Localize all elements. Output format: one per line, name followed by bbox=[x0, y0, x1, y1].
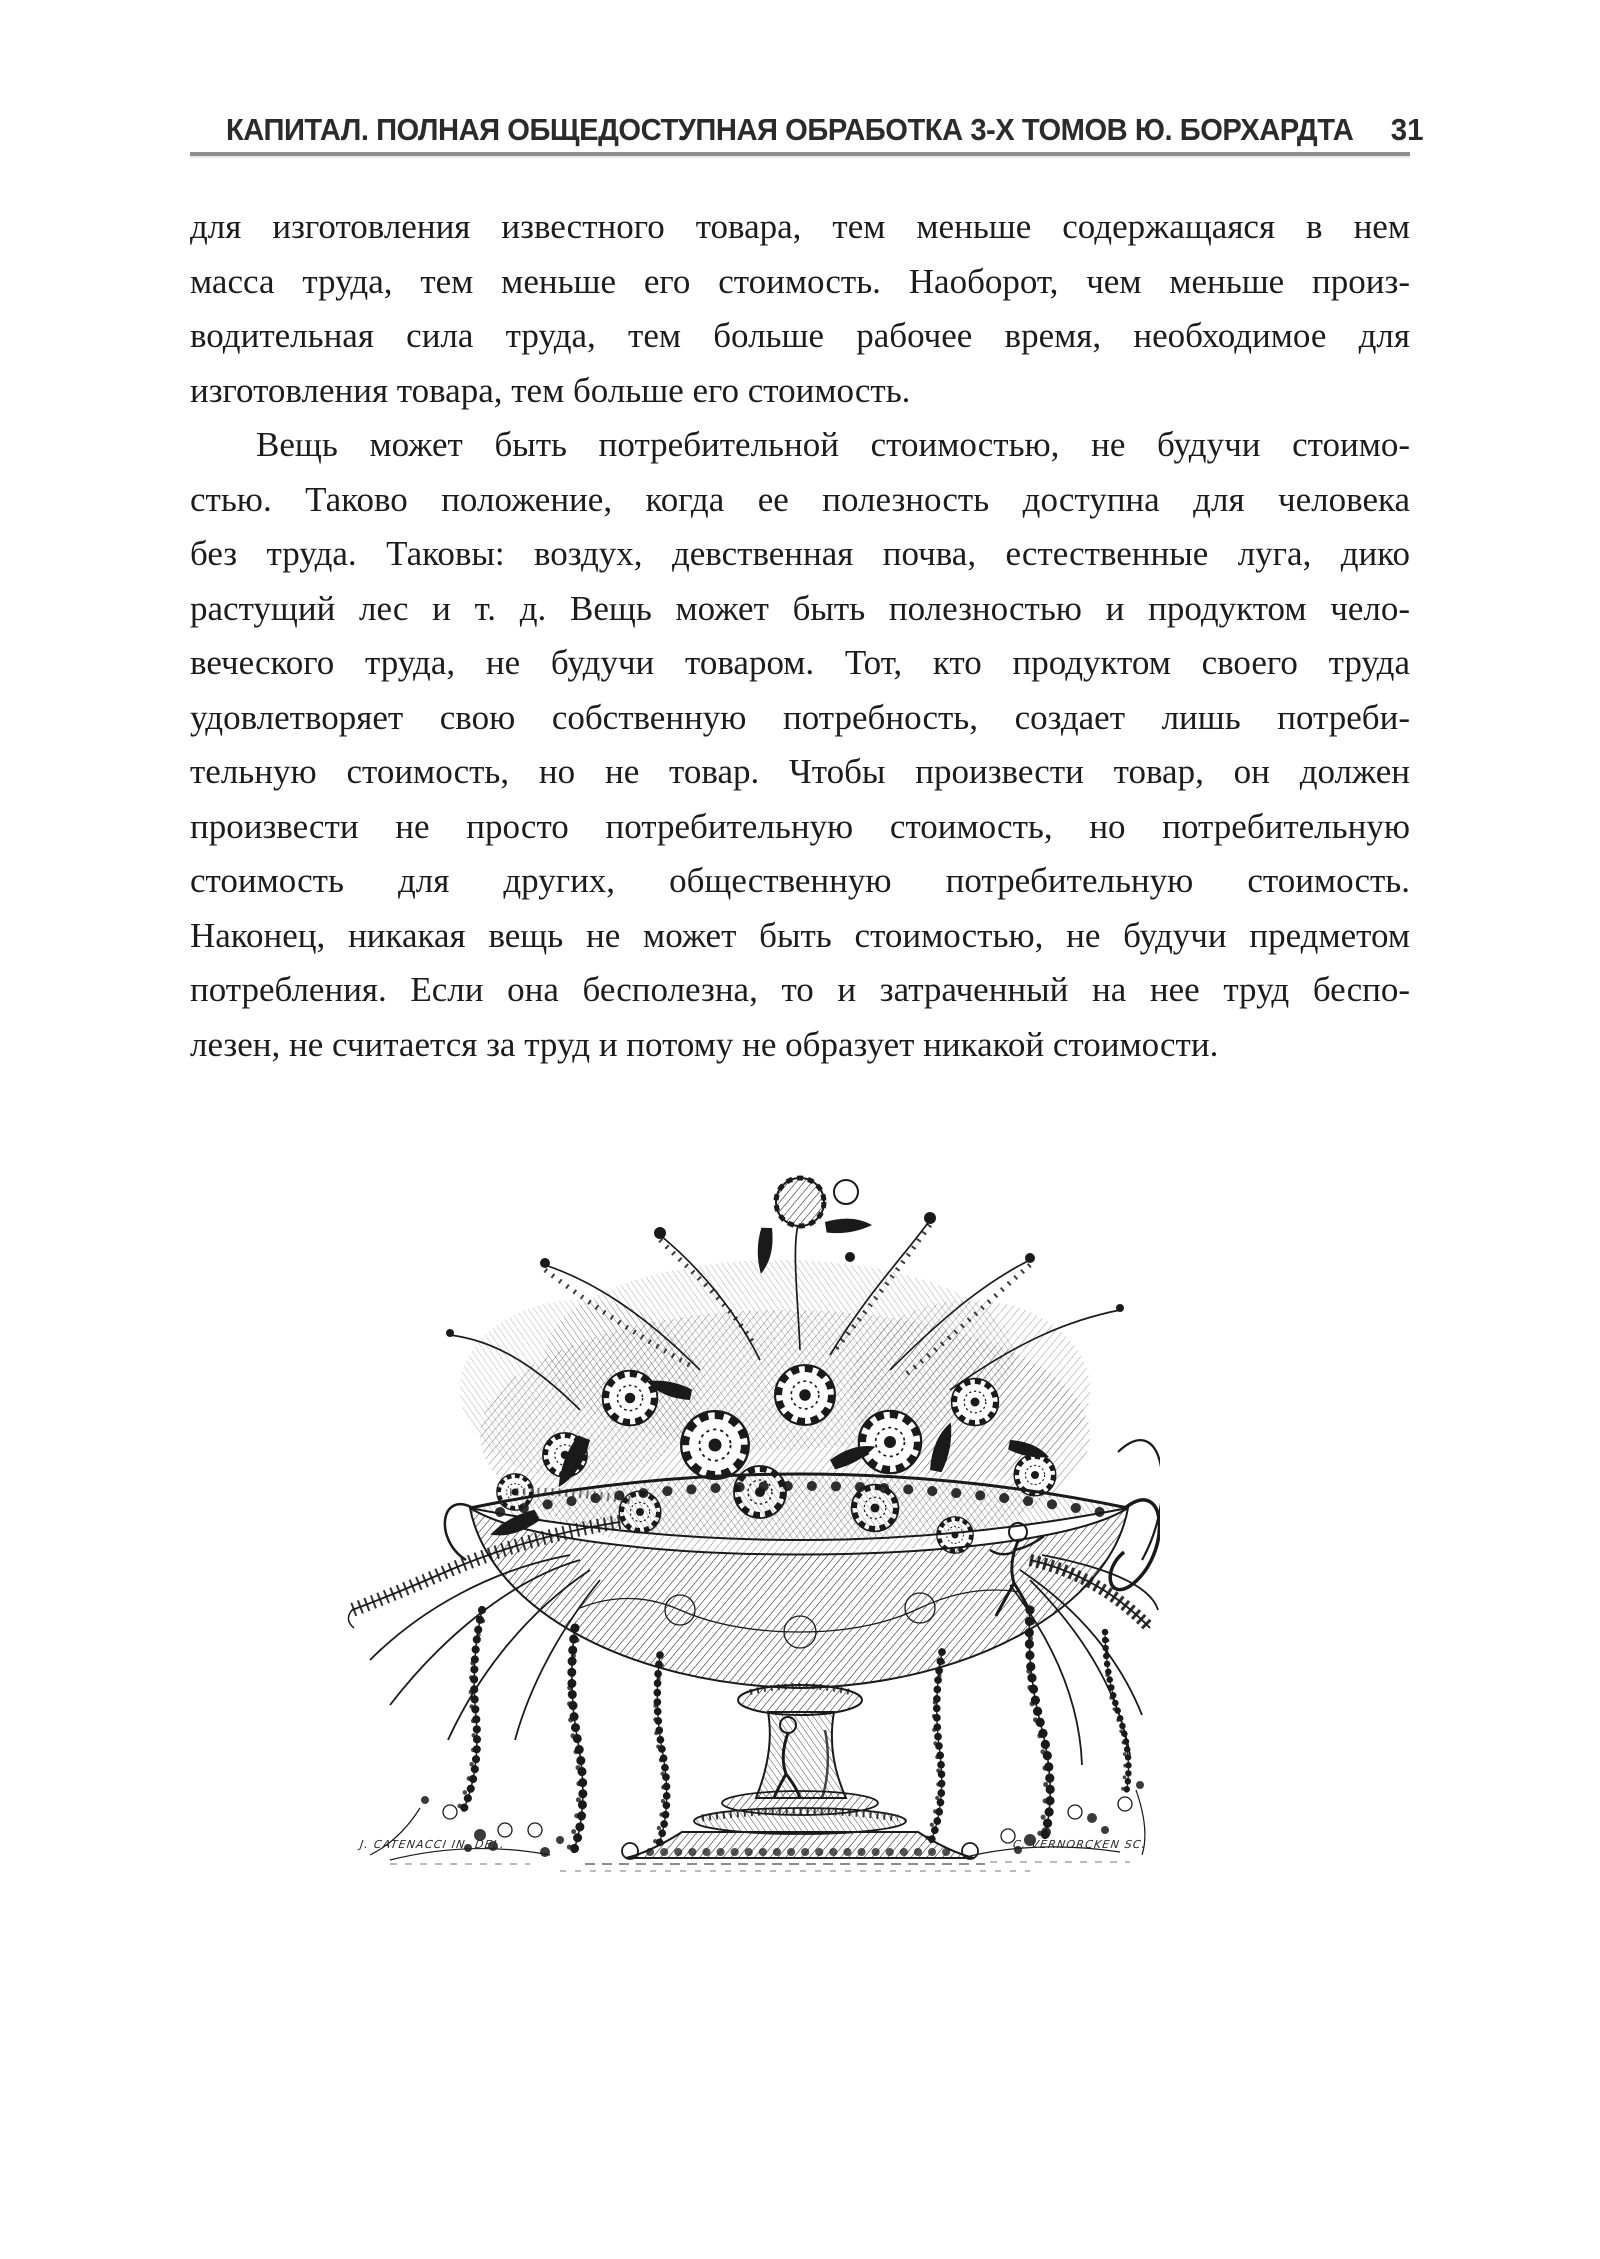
text-line: Наконец, никакая вещь не может быть стоимостью, не будучи предметом bbox=[190, 915, 1410, 955]
engraving-signature-right: C. VERNORCKEN SC. bbox=[1011, 1838, 1147, 1851]
text-line: тельную стоимость, но не товар. Чтобы произвести товар, он должен bbox=[190, 752, 1410, 791]
text-line: водительная сила труда, тем больше рабочее время, необходимое для bbox=[190, 316, 1410, 355]
text-line: стоимость для других, общественную потребительную стоимость. bbox=[190, 861, 1410, 900]
text-line: произвести не просто потребительную стоимость, но потребительную bbox=[190, 806, 1410, 846]
text-line: лезен, не считается за труд и потому не образует никакой стоимости. bbox=[190, 1024, 1219, 1064]
text-line: без труда. Таковы: воздух, девственная почва, естественные луга, дико bbox=[190, 534, 1410, 573]
text-line: растущий лес и т. д. Вещь может быть полезностью и продуктом чело- bbox=[190, 588, 1410, 628]
body-text bbox=[190, 200, 1410, 1072]
page-number: 31 bbox=[1390, 112, 1424, 147]
text-line: удовлетворяет свою собственную потребность, создает лишь потреби- bbox=[190, 697, 1410, 737]
engraving-signature-left: J. CATENACCI IN. DEL. bbox=[359, 1838, 506, 1851]
running-head bbox=[190, 112, 1424, 148]
header-rule bbox=[190, 152, 1410, 156]
text-line: стью. Таково положение, когда ее полезность доступна для человека bbox=[190, 479, 1410, 519]
text-line: изготовления товара, тем больше его стоимость. bbox=[190, 370, 911, 410]
text-line: для изготовления известного товара, тем меньше содержащаяся в нем bbox=[190, 207, 1410, 246]
text-line: масса труда, тем меньше его стоимость. Наоборот, чем меньше произ- bbox=[190, 261, 1410, 301]
running-head-title: КАПИТАЛ. ПОЛНАЯ ОБЩЕДОСТУПНАЯ ОБРАБОТКА 3-Х ТОМОВ Ю. БОРХАРДТА bbox=[225, 112, 1354, 147]
text-line: веческого труда, не будучи товаром. Тот, кто продуктом своего труда bbox=[190, 643, 1410, 682]
text-line: потребления. Если она бесполезна, то и затраченный на нее труд беспо- bbox=[190, 970, 1410, 1009]
text-line: Вещь может быть потребительной стоимостью, не будучи стоимо- bbox=[256, 425, 1410, 464]
flower-vase-illustration bbox=[330, 1140, 1160, 1880]
flower-centerpiece-engraving bbox=[330, 1140, 1160, 1880]
